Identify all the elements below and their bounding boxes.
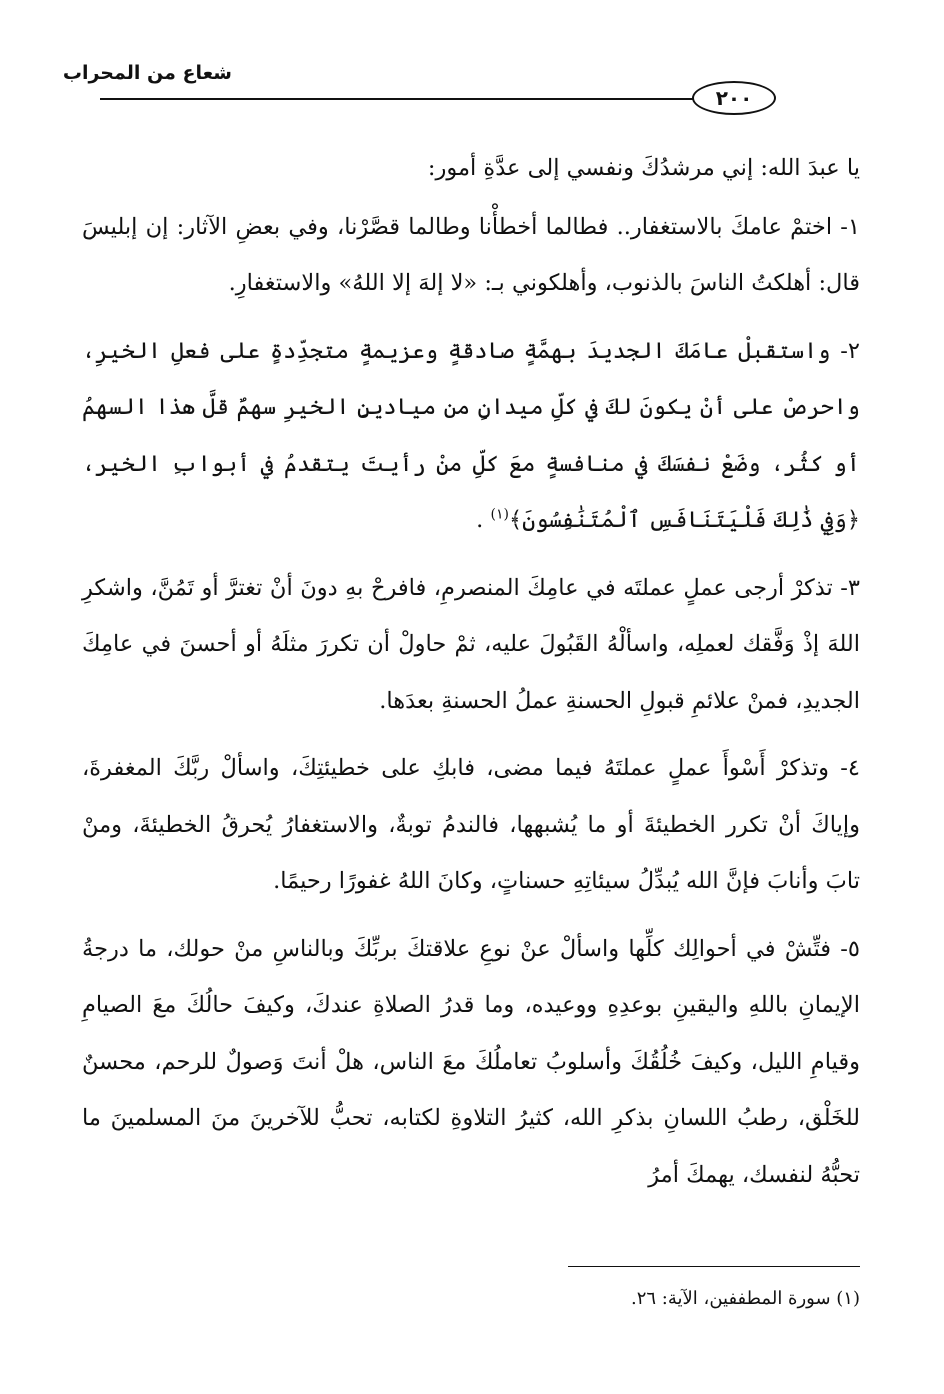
list-item-5-text: ٥- فتِّشْ في أحوالِك كلِّها واسألْ عنْ نوعِ علاقتكَ بربِّكَ وبالناسِ منْ حولك، ما درجةُ الإيمانِ باللهِ واليقينِ بوعدِهِ ووعيده، وما قدرُ الصلاةِ عندكَ، وكيفَ حالُكَ معَ الصيامِ وقيامِ الليل، وكيفَ خُلُقُكَ وأسلوبُ تعاملُكَ معَ الناس، هلْ أنتَ وَصولٌ للرحم، محسنٌ للخَلْق، رطبُ اللسانِ بذكرِ الله، كثيرُ التلاوةِ لكتابه، تحبُّ للآخرينَ منَ المسلمينَ ما تحبُّهُ لنفسك، يهمكَ أمرُ: [82, 935, 860, 1188]
quran-verse: ﴿وَفِي ذَٰلِكَ فَلْيَتَنَافَسِ ٱلْمُتَنَٰفِسُونَ﴾: [508, 507, 860, 533]
list-item-4: [82, 740, 860, 910]
intro-paragraph: يا عبدَ الله: إني مرشدُكَ ونفسي إلى عدَّةِ أمور:: [427, 155, 860, 181]
footnote-reference: (١): [490, 506, 509, 523]
header-rule: [100, 98, 708, 100]
page-number: ٢٠٠: [692, 81, 776, 115]
list-item-5: [82, 921, 860, 1204]
list-item-1-text: ١- اختمْ عامكَ بالاستغفار.. فطالما أخطأْنا وطالما قصَّرْنا، وفي بعضِ الآثار: إن إبليسَ قال: أهلكتُ الناسَ بالذنوب، وأهلكوني بـ: «لا إلهَ إلا اللهُ» والاستغفارِ.: [82, 213, 860, 296]
list-item-2: [82, 323, 860, 549]
list-item-3-text: ٣- تذكرْ أرجى عملٍ عملتَه في عامِكَ المنصرمِ، فافرحْ بهِ دونَ أنْ تغترَّ أو تَمُنَّ، واشكرِ اللهَ إذْ وَفَّقك لعملِه، واسألْهُ القَبُولَ عليه، ثمْ حاولْ أن تكررَ مثلَهُ أو أحسنَ في عامِكَ الجديدِ، فمنْ علائمِ قبولِ الحسنةِ عملُ الحسنةِ بعدَها.: [82, 574, 860, 714]
list-item-3: [82, 560, 860, 730]
list-item-2-text: ٢- واستقبلْ عامَكَ الجديدَ بهمَّةٍ صادقةٍ وعزيمةٍ متجدِّدةٍ على فعلِ الخيرِ، واحرصْ على أنْ يكونَ لكَ في كلِّ ميدانٍ من ميادينِ الخيرِ سهمٌ قلَّ هذا السهمُ أو كثُر، وضَعْ نفسَكَ في منافسةٍ معَ كلِّ منْ رأيتَ يتقدمُ في أبوابِ الخير،: [82, 337, 860, 477]
list-item-2-paragraph: [82, 323, 860, 549]
list-item-2-ending: .: [476, 507, 484, 533]
running-header-title: شعاع من المحراب: [62, 62, 232, 84]
footnote-rule: [568, 1266, 860, 1267]
body-text: [82, 140, 860, 1214]
list-item-4-text: ٤- وتذكرْ أَسْوأَ عملٍ عملتَهُ فيما مضى، فابكِ على خطيئتِكَ، واسألْ ربَّكَ المغفرةَ، وإياكَ أنْ تكرر الخطيئةَ أو ما يُشبهها، فالندمُ توبةٌ، والاستغفارُ يُحرقُ الخطيئةَ، ومنْ تابَ وأنابَ فإنَّ الله يُبدِّلُ سيئاتِهِ حسناتٍ، وكانَ اللهُ غفورًا رحيمًا.: [82, 755, 860, 894]
footnote: (١) سورة المطففين، الآية: ٢٦.: [631, 1288, 860, 1309]
list-item-1: [82, 199, 860, 312]
